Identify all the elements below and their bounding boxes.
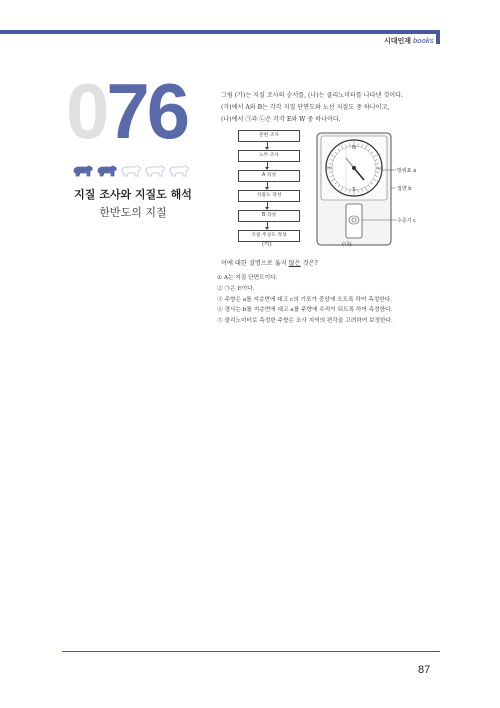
publisher-brand xyxy=(384,36,434,46)
stem-before: 이에 대한 설명으로 옳지 xyxy=(221,260,289,267)
survey-flowchart xyxy=(238,130,300,250)
intro-line: (나)에서 ㉠과 ㉡은 각각 E와 W 중 하나이다. xyxy=(221,116,341,123)
flow-arrow xyxy=(267,162,268,168)
question-intro xyxy=(221,90,431,126)
flow-step: 노두 조사 xyxy=(238,150,300,162)
intro-line: 그림 (가)는 지질 조사의 순서를, (나)는 클리노미터를 나타낸 것이다. xyxy=(221,92,403,99)
question-number-main: 76 xyxy=(106,67,188,155)
flow-step: 지질 주상도 작성 xyxy=(238,230,300,242)
figure-label-na: (나) xyxy=(342,242,352,248)
header-rule xyxy=(0,30,440,34)
question-stem xyxy=(221,258,318,267)
footer-rule xyxy=(62,651,440,652)
mark-w: ㉡ xyxy=(376,166,382,172)
flow-step: 문헌 조사 xyxy=(238,130,300,142)
stem-after: 것은? xyxy=(300,260,318,267)
choice-1[interactable]: ① A는 지질 단면도이다. xyxy=(217,275,278,281)
brand-suffix: books xyxy=(413,38,434,45)
choice-3[interactable]: ③ 주향은 a를 지층면에 대고 c의 기포가 중앙에 오도록 하여 측정한다. xyxy=(217,296,392,303)
intro-line: (가)에서 A와 B는 각각 지질 단면도와 노선 지질도 중 하나이고, xyxy=(221,104,390,111)
header-rule-end xyxy=(436,30,440,44)
label-compass-b: 접면 b xyxy=(397,186,412,192)
question-number-prefix: 0 xyxy=(66,67,107,155)
bear-icon-filled xyxy=(98,166,116,176)
label-compass-c: 수준기 c xyxy=(397,218,416,224)
bear-icon-filled xyxy=(74,166,92,176)
flow-arrow xyxy=(267,142,268,148)
topic-subtitle: 한반도의 지질 xyxy=(99,206,167,219)
difficulty-rating xyxy=(72,164,192,178)
bear-icon-outline xyxy=(170,166,188,176)
answer-choices xyxy=(217,273,431,327)
flow-arrow xyxy=(267,222,268,228)
stem-underlined: 않은 xyxy=(288,260,301,267)
bear-icon-outline xyxy=(146,166,164,176)
choice-2[interactable]: ② ㉠은 E이다. xyxy=(217,285,255,292)
brand-name: 시대인재 xyxy=(384,38,412,45)
flow-arrow xyxy=(267,202,268,208)
label-compass-a: 방위표 a xyxy=(397,168,417,174)
choice-5[interactable]: ⑤ 클리노미터로 측정한 주향은 조사 지역의 편각을 고려하여 보정한다. xyxy=(217,318,393,325)
question-number xyxy=(66,67,188,155)
mark-s: S xyxy=(352,187,356,193)
choice-4[interactable]: ④ 경사는 b를 지층면에 대고 a를 주향에 수직이 되도록 하여 측정한다. xyxy=(217,307,393,314)
bear-icon-outline xyxy=(122,166,140,176)
mark-n: N xyxy=(352,145,356,151)
flow-arrow xyxy=(267,182,268,188)
mark-e: ㉠ xyxy=(326,166,332,172)
topic-title: 지질 조사와 지질도 해석 xyxy=(74,188,192,201)
flow-step: B 작성 xyxy=(238,210,300,222)
page-number: 87 xyxy=(418,664,431,676)
clinometer-figure xyxy=(316,132,426,248)
figure-label-ga: (가) xyxy=(262,242,272,248)
flow-step: 지질도 작성 xyxy=(238,190,300,202)
flow-step: A 작성 xyxy=(238,170,300,182)
